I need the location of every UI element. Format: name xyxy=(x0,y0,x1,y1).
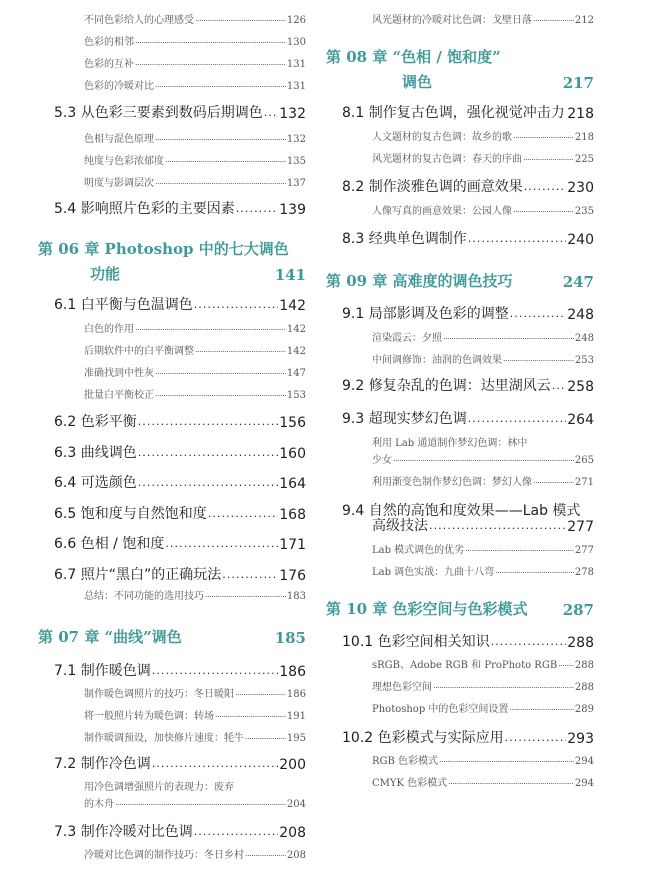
toc-sub-entry[interactable]: 色彩的冷暖对比 . . . 131 xyxy=(84,78,306,92)
toc-sub-entry[interactable]: 风光题材的复古色调：春天的序曲 . . . 225 xyxy=(372,151,594,165)
chapter-title-line: 第 10 章 色彩空间与色彩模式 xyxy=(326,600,528,618)
toc-sub-entry[interactable]: 批量白平衡校正 . . . 153 xyxy=(84,387,306,401)
chapter-heading-09[interactable] xyxy=(326,270,594,291)
toc-sub-entry[interactable]: 利用渐变色制作梦幻色调：梦幻人像 . . . 271 xyxy=(372,474,594,488)
toc-section-entry[interactable]: 5.4 影响照片色彩的主要因素 . . . 139 xyxy=(54,200,306,218)
toc-sub-entry-line1[interactable]: 用冷色调增强照片的表现力：废弃 xyxy=(84,782,234,793)
toc-section-entry[interactable]: 9.1 局部影调及色彩的调整 . . . 248 xyxy=(342,305,594,323)
toc-sub-entry[interactable]: 人文题材的复古色调：故乡的歌 . . . 218 xyxy=(372,129,594,143)
chapter-page: 185 xyxy=(274,629,306,647)
toc-sub-entry[interactable]: 风光题材的冷暖对比色调：戈壁日落 . . . 212 xyxy=(372,12,594,26)
toc-sub-entry[interactable]: 少女 . . . 265 xyxy=(372,452,594,466)
toc-sub-entry[interactable]: 理想色彩空间 . . . 288 xyxy=(372,679,594,693)
chapter-page: 287 xyxy=(562,601,594,619)
chapter-title-line: 第 08 章 “色相 / 饱和度” xyxy=(326,48,501,66)
chapter-title-line: 调色 xyxy=(402,73,433,91)
toc-sub-entry[interactable]: 冷暖对比色调的制作技巧：冬日乡村 . . . 208 xyxy=(84,847,306,861)
toc-sub-entry[interactable]: 制作暖调预设，加快修片速度：牦牛 . . . 195 xyxy=(84,730,306,744)
toc-sub-entry[interactable]: 将一般照片转为暖色调：转场 . . . 191 xyxy=(84,708,306,722)
toc-sub-entry[interactable]: 不同色彩给人的心理感受 . . . 126 xyxy=(84,12,306,26)
toc-sub-entry[interactable]: sRGB、Adobe RGB 和 ProPhoto RGB . . . 288 xyxy=(372,657,594,671)
toc-sub-entry[interactable]: RGB 色彩模式 . . . 294 xyxy=(372,753,594,767)
toc-section-entry[interactable]: 6.2 色彩平衡 . . . 156 xyxy=(54,413,306,431)
toc-sub-entry[interactable]: 后期软件中的白平衡调整 . . . 142 xyxy=(84,343,306,357)
toc-section-entry[interactable]: 8.2 制作淡雅色调的画意效果 . . . 230 xyxy=(342,178,594,196)
toc-sub-entry[interactable]: Lab 模式调色的优劣 . . . 277 xyxy=(372,542,594,556)
toc-sub-entry[interactable]: 准确找到中性灰 . . . 147 xyxy=(84,365,306,379)
toc-section-entry[interactable]: 6.4 可选颜色 . . . 164 xyxy=(54,474,306,492)
toc-sub-entry[interactable]: 的木舟 . . . 204 xyxy=(84,796,306,810)
toc-sub-entry[interactable]: 色彩的互补 . . . 131 xyxy=(84,56,306,70)
toc-sub-entry[interactable]: 人像写真的画意效果：公园人像 . . . 235 xyxy=(372,203,594,217)
toc-section-entry[interactable]: 6.5 饱和度与自然饱和度 . . . 168 xyxy=(54,505,306,523)
toc-section-entry[interactable]: 6.1 白平衡与色温调色 . . . 142 xyxy=(54,296,306,314)
toc-sub-entry[interactable]: 纯度与色彩浓郁度 . . . 135 xyxy=(84,153,306,167)
chapter-page: 141 xyxy=(274,266,306,284)
chapter-title-line: 第 07 章 “曲线”调色 xyxy=(38,628,182,646)
toc-sub-entry[interactable]: CMYK 色彩模式 . . . 294 xyxy=(372,775,594,789)
toc-section-entry[interactable]: 7.3 制作冷暖对比色调 . . . 208 xyxy=(54,823,306,841)
toc-section-entry[interactable]: 8.1 制作复古色调，强化视觉冲击力 . . . 218 xyxy=(342,104,594,122)
toc-sub-entry[interactable]: Photoshop 中的色彩空间设置 . . . 289 xyxy=(372,701,594,715)
toc-left-column xyxy=(38,0,306,875)
toc-sub-entry[interactable]: 明度与影调层次 . . . 137 xyxy=(84,175,306,189)
toc-section-entry[interactable]: 9.3 超现实梦幻色调 . . . 264 xyxy=(342,410,594,428)
toc-right-column xyxy=(326,0,594,875)
toc-sub-entry[interactable]: 渲染霞云：夕照 . . . 248 xyxy=(372,330,594,344)
toc-sub-entry[interactable]: 色彩的相邻 . . . 130 xyxy=(84,34,306,48)
toc-sub-entry[interactable]: 白色的作用 . . . 142 xyxy=(84,321,306,335)
toc-section-entry-line1[interactable]: 9.4 自然的高饱和度效果——Lab 模式 xyxy=(342,503,581,519)
toc-section-entry[interactable]: 6.7 照片“黑白”的正确玩法 . . . 176 xyxy=(54,566,306,584)
toc-sub-entry[interactable]: 总结：不同功能的选用技巧 . . . 183 xyxy=(84,588,306,602)
toc-sub-entry-line1[interactable]: 利用 Lab 通道制作梦幻色调：林中 xyxy=(372,438,528,449)
chapter-title-line: 第 06 章 Photoshop 中的七大调色 xyxy=(38,240,289,258)
toc-sub-entry[interactable]: Lab 调色实战：九曲十八弯 . . . 278 xyxy=(372,564,594,578)
toc-sub-entry[interactable]: 色相与混色原理 . . . 132 xyxy=(84,131,306,145)
chapter-page: 247 xyxy=(562,273,594,291)
toc-section-entry[interactable]: 6.3 曲线调色 . . . 160 xyxy=(54,444,306,462)
chapter-title-line: 第 09 章 高难度的调色技巧 xyxy=(326,272,513,290)
chapter-heading-10[interactable] xyxy=(326,598,594,619)
toc-section-entry[interactable]: 7.1 制作暖色调 . . . 186 xyxy=(54,662,306,680)
toc-section-entry[interactable]: 高级技法 . . . 277 xyxy=(372,517,594,535)
toc-section-entry[interactable]: 10.2 色彩模式与实际应用 . . . 293 xyxy=(342,729,594,747)
toc-section-entry[interactable]: 10.1 色彩空间相关知识 . . . 288 xyxy=(342,633,594,651)
toc-section-entry[interactable]: 8.3 经典单色调制作 . . . 240 xyxy=(342,230,594,248)
toc-section-entry[interactable]: 5.3 从色彩三要素到数码后期调色 . . . 132 xyxy=(54,104,306,122)
toc-section-entry[interactable]: 9.2 修复杂乱的色调：达里湖风云 . . . 258 xyxy=(342,377,594,395)
chapter-heading-06[interactable] xyxy=(38,238,306,284)
toc-section-entry[interactable]: 7.2 制作冷色调 . . . 200 xyxy=(54,755,306,773)
toc-sub-entry[interactable]: 中间调修饰：油润的色调效果 . . . 253 xyxy=(372,352,594,366)
chapter-heading-08[interactable] xyxy=(326,46,594,92)
toc-section-entry[interactable]: 6.6 色相 / 饱和度 . . . 171 xyxy=(54,535,306,553)
chapter-page: 217 xyxy=(562,74,594,92)
chapter-title-line: 功能 xyxy=(90,265,121,283)
toc-sub-entry[interactable]: 制作暖色调照片的技巧：冬日暖阳 . . . 186 xyxy=(84,686,306,700)
chapter-heading-07[interactable] xyxy=(38,626,306,647)
